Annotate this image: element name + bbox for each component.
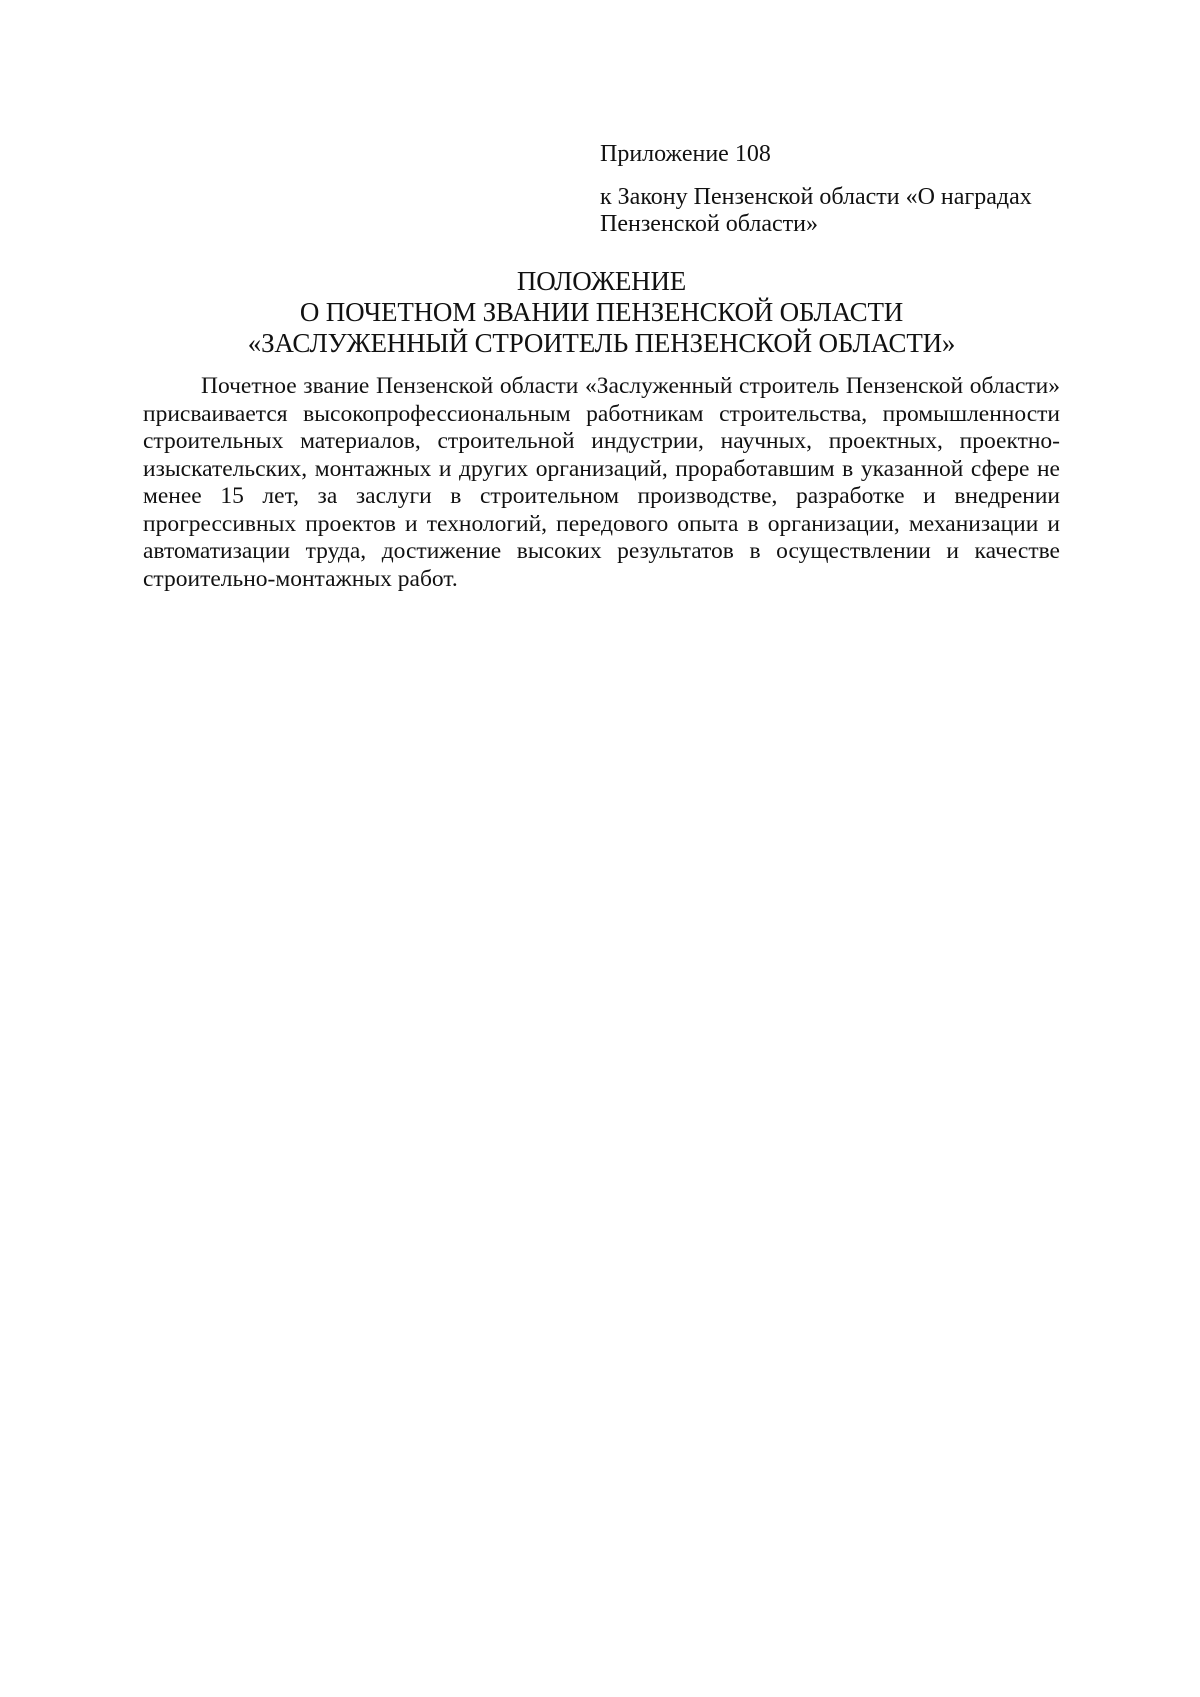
appendix-reference: к Закону Пензенской области «О наградах Пензенской области»: [600, 184, 1032, 237]
document-title: [143, 266, 1060, 359]
title-line-2: О ПОЧЕТНОМ ЗВАНИИ ПЕНЗЕНСКОЙ ОБЛАСТИ: [299, 297, 904, 327]
appendix-header: [600, 141, 1060, 238]
appendix-number: Приложение 108: [600, 141, 771, 167]
body-paragraph: Почетное звание Пензенской области «Заслуженный строитель Пензенской области» присваивается высокопрофессиональным работникам строительства, промышленности строительных материалов, строительной индустрии, научных, проектных, проектно-изыскательских, монтажных и других организаций, проработавшим в указанной сфере не менее 15 лет, за заслуги в строительном производстве, разработке и внедрении прогрессивных проектов и технологий, передового опыта в организации, механизации и автоматизации труда, достижение высоких результатов в осуществлении и качестве строительно-монтажных работ.: [143, 373, 1060, 592]
title-line-1: ПОЛОЖЕНИЕ: [516, 266, 687, 296]
title-line-3: «ЗАСЛУЖЕННЫЙ СТРОИТЕЛЬ ПЕНЗЕНСКОЙ ОБЛАСТИ»: [247, 328, 956, 358]
